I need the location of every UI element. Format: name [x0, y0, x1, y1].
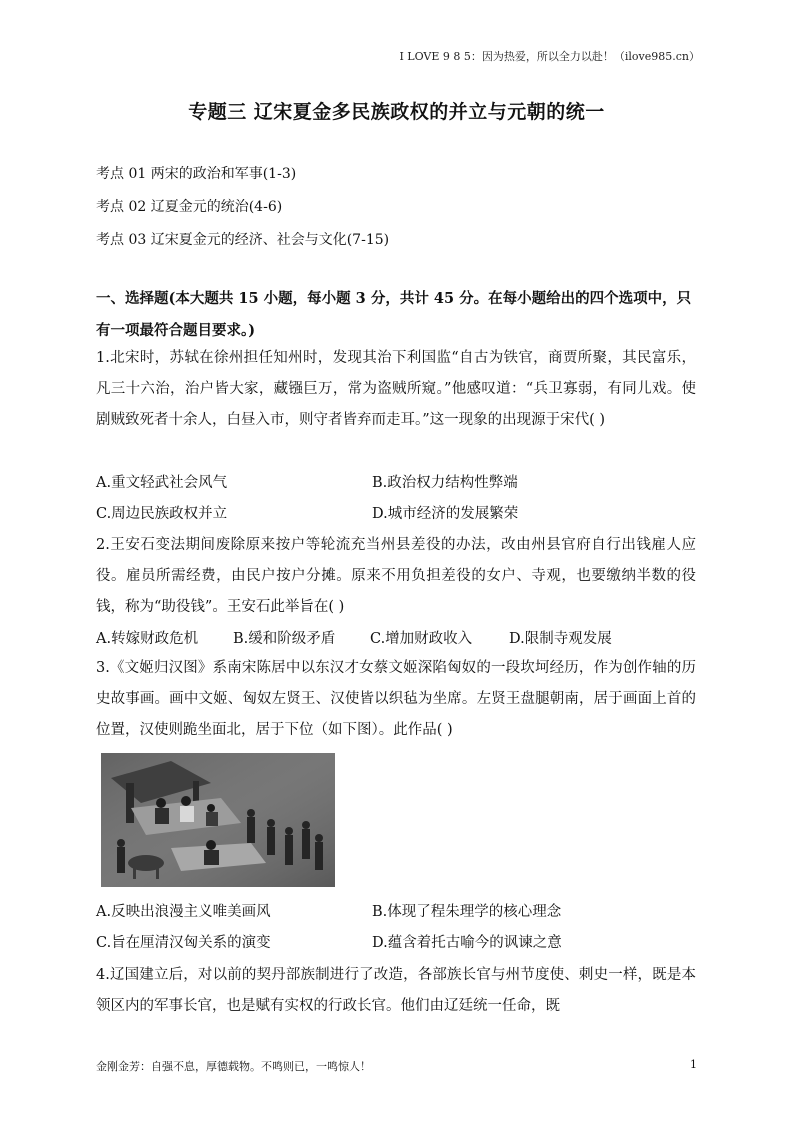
q1-option-a[interactable]: A.重文轻武社会风气 — [96, 475, 228, 491]
q3-option-d[interactable]: D.蕴含着托古喻今的讽谏之意 — [372, 935, 562, 951]
question-2-stem: 2.王安石变法期间废除原来按户等轮流充当州县差役的办法，改由州县官府自行出钱雇人应役。雇员所需经费，由民户按户分摊。原来不用负担差役的女户、寺观，也要缴纳半数的役钱，称为“助役钱”。王安石此举旨在( ) — [96, 537, 696, 615]
q3-option-c[interactable]: C.旨在厘清汉匈关系的演变 — [96, 935, 271, 951]
section-title: 一、选择题(本大题共 15 小题，每小题 3 分，共计 45 分。在每小题给出的四个选项中，只有一项最符合题目要求。) — [96, 290, 692, 339]
q2-option-d[interactable]: D.限制寺观发展 — [509, 631, 612, 647]
question-4-stem: 4.辽国建立后，对以前的契丹部族制进行了改造，各部族长官与州节度使、刺史一样，既是本领区内的军事长官，也是赋有实权的行政长官。他们由辽廷统一任命，既 — [96, 967, 696, 1014]
q3-option-b[interactable]: B.体现了程朱理学的核心理念 — [372, 904, 562, 920]
question-3-stem: 3.《文姬归汉图》系南宋陈居中以东汉才女蔡文姬深陷匈奴的一段坎坷经历，作为创作轴的历史故事画。画中文姬、匈奴左贤王、汉使皆以织毡为坐席。左贤王盘腿朝南，居于画面上首的位置，汉使则跪坐面北，居于下位（如下图）。此作品( ) — [96, 660, 696, 738]
q1-option-b[interactable]: B.政治权力结构性弊端 — [372, 475, 518, 491]
question-1-stem: 1.北宋时，苏轼在徐州担任知州时，发现其治下利国监“自古为铁官，商贾所聚，其民富乐，凡三十六治，治户皆大家，藏镪巨万，常为盗贼所窥。”他感叹道：“兵卫寡弱，有同儿戏。使剧贼致死者十余人，白昼入市，则守者皆弃而走耳。”这一现象的出现源于宋代( ) — [96, 350, 696, 428]
q1-option-d[interactable]: D.城市经济的发展繁荣 — [372, 506, 519, 522]
q3-option-a[interactable]: A.反映出浪漫主义唯美画风 — [96, 904, 271, 920]
exam-point-2: 考点 02 辽夏金元的统治(4-6) — [96, 199, 283, 215]
q2-option-b[interactable]: B.缓和阶级矛盾 — [233, 631, 336, 647]
q2-option-c[interactable]: C.增加财政收入 — [370, 631, 473, 647]
page-title: 专题三 辽宋夏金多民族政权的并立与元朝的统一 — [188, 101, 605, 123]
exam-points — [96, 158, 389, 257]
question-1-options — [96, 468, 696, 530]
q2-option-a[interactable]: A.转嫁财政危机 — [96, 631, 199, 647]
q1-option-c[interactable]: C.周边民族政权并立 — [96, 506, 228, 522]
page-number: 1 — [690, 1058, 697, 1071]
question-2-options — [96, 627, 696, 648]
footer-motto: 金刚金芳：自强不息，厚德载物。不鸣则已，一鸣惊人！ — [96, 1060, 371, 1073]
wenji-painting-image — [101, 753, 335, 887]
page-header: I LOVE 9 8 5：因为热爱，所以全力以赴！（ilove985.cn） — [399, 50, 700, 63]
question-3-options — [96, 897, 696, 959]
exam-point-3: 考点 03 辽宋夏金元的经济、社会与文化(7-15) — [96, 232, 390, 248]
exam-point-1: 考点 01 两宋的政治和军事(1-3) — [96, 166, 297, 182]
